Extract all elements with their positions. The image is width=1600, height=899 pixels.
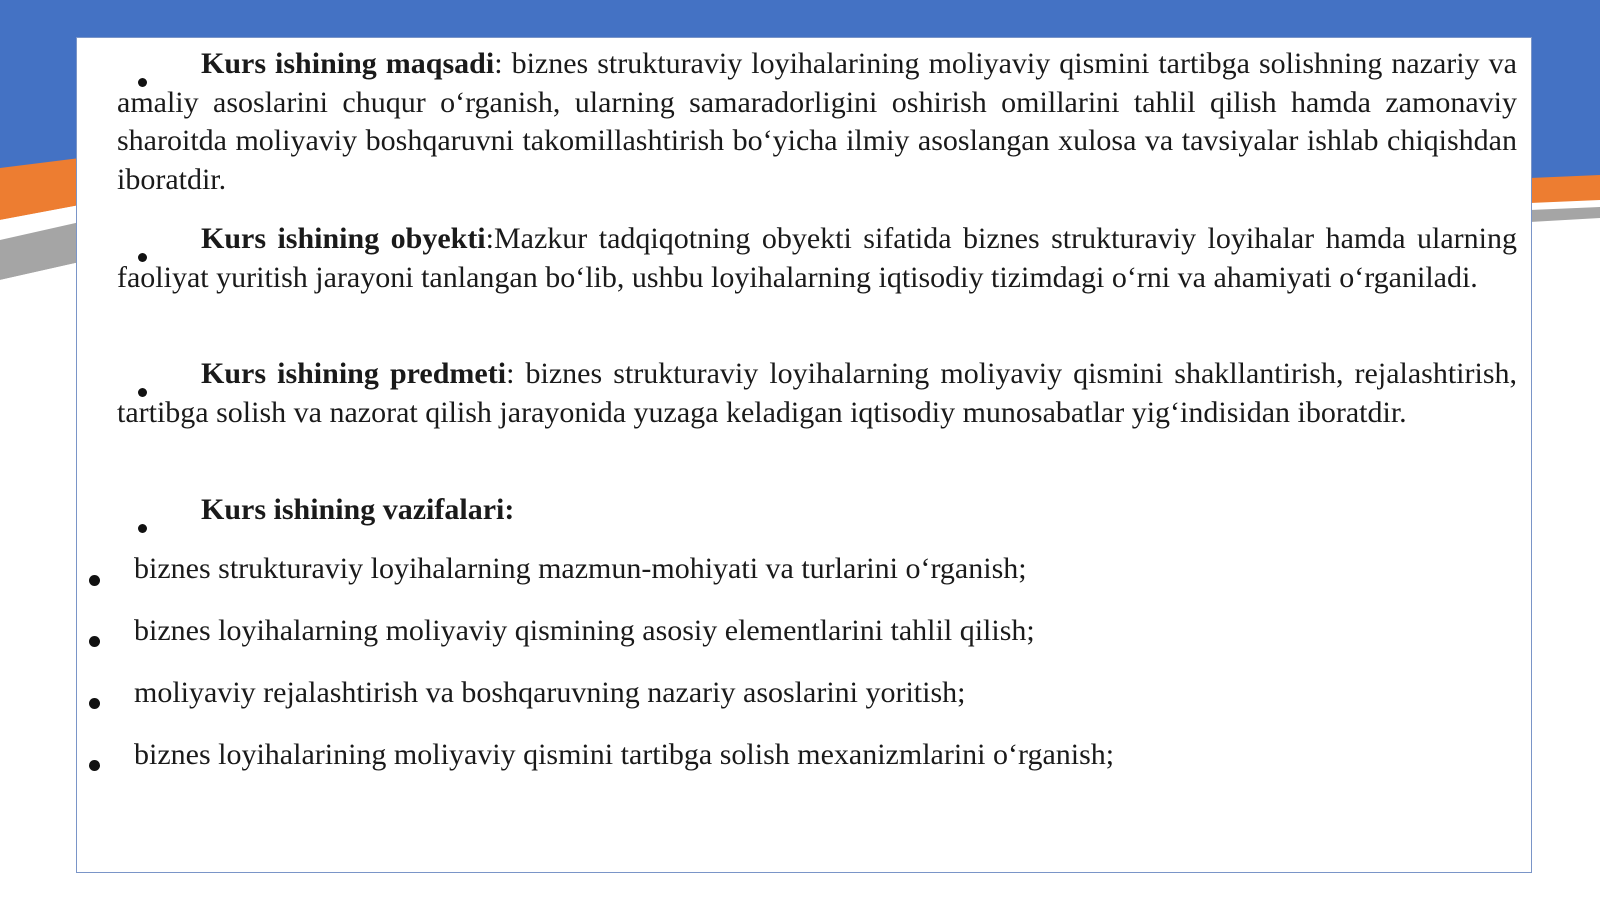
- task-item: [134, 612, 1035, 650]
- task-bullet: [89, 636, 100, 647]
- task-item: [134, 736, 1114, 774]
- goal-heading: Kurs ishining maqsadi: [201, 47, 495, 80]
- task-bullet: [89, 760, 100, 771]
- subject-body: biznes strukturaviy loyihalarning moliyaviy qismini shakllantirish, rejalashtirish, tartibga solish va nazorat qilish jarayonida yuzaga keladigan iqtisodiy munosabatlar yig‘indisidan iboratdir.: [117, 357, 1518, 429]
- object-body: Mazkur tadqiqotning obyekti sifatida biznes strukturaviy loyihalar hamda ularning faoliyat yuritish jarayoni tanlangan bo‘lib, ushbu loyihalarning iqtisodiy tizimdagi o‘rni va ahamiyati o‘rganiladi.: [117, 222, 1517, 294]
- task-item: [134, 674, 966, 712]
- task-item: [134, 550, 1027, 588]
- task-text: moliyaviy rejalashtirish va boshqaruvning nazariy asoslarini yoritish;: [134, 676, 966, 709]
- object-separator: :: [485, 222, 494, 255]
- right-gray-stripe: [1530, 207, 1600, 222]
- task-bullet: [89, 698, 100, 709]
- goal-paragraph: [117, 45, 1517, 199]
- right-white-base: [1530, 222, 1600, 899]
- task-text: biznes loyihalarning moliyaviy qismining asosiy elementlarini tahlil qilish;: [134, 614, 1035, 647]
- goal-body: biznes strukturaviy loyihalarining moliyaviy qismini tartibga solishning nazariy va amaliy asoslarini chuqur o‘rganish, ularning samaradorligini oshirish omillarini tahlil qilish hamda zamonaviy sharoitda moliyaviy boshqaruvni takomillashtirish bo‘yicha ilmiy asoslangan xulosa va tavsiyalar ishlab chiqishdan iboratdir.: [117, 47, 1517, 196]
- right-orange-stripe: [1530, 175, 1600, 203]
- content-card: [76, 37, 1532, 873]
- left-white-base: [0, 280, 80, 899]
- object-heading: Kurs ishining obyekti: [201, 222, 486, 255]
- subject-heading: Kurs ishining predmeti: [201, 357, 507, 390]
- task-text: biznes strukturaviy loyihalarning mazmun-mohiyati va turlarini o‘rganish;: [134, 552, 1027, 585]
- bottom-white-base: [0, 880, 1600, 899]
- subject-paragraph: [117, 355, 1517, 432]
- tasks-heading: Kurs ishining vazifalari:: [201, 493, 515, 526]
- subject-separator: :: [506, 357, 526, 390]
- object-paragraph: [117, 220, 1517, 297]
- tasks-heading-paragraph: [117, 491, 1517, 530]
- goal-separator: :: [494, 47, 512, 80]
- task-bullet: [89, 575, 100, 586]
- task-text: biznes loyihalarining moliyaviy qismini tartibga solish mexanizmlarini o‘rganish;: [134, 738, 1115, 771]
